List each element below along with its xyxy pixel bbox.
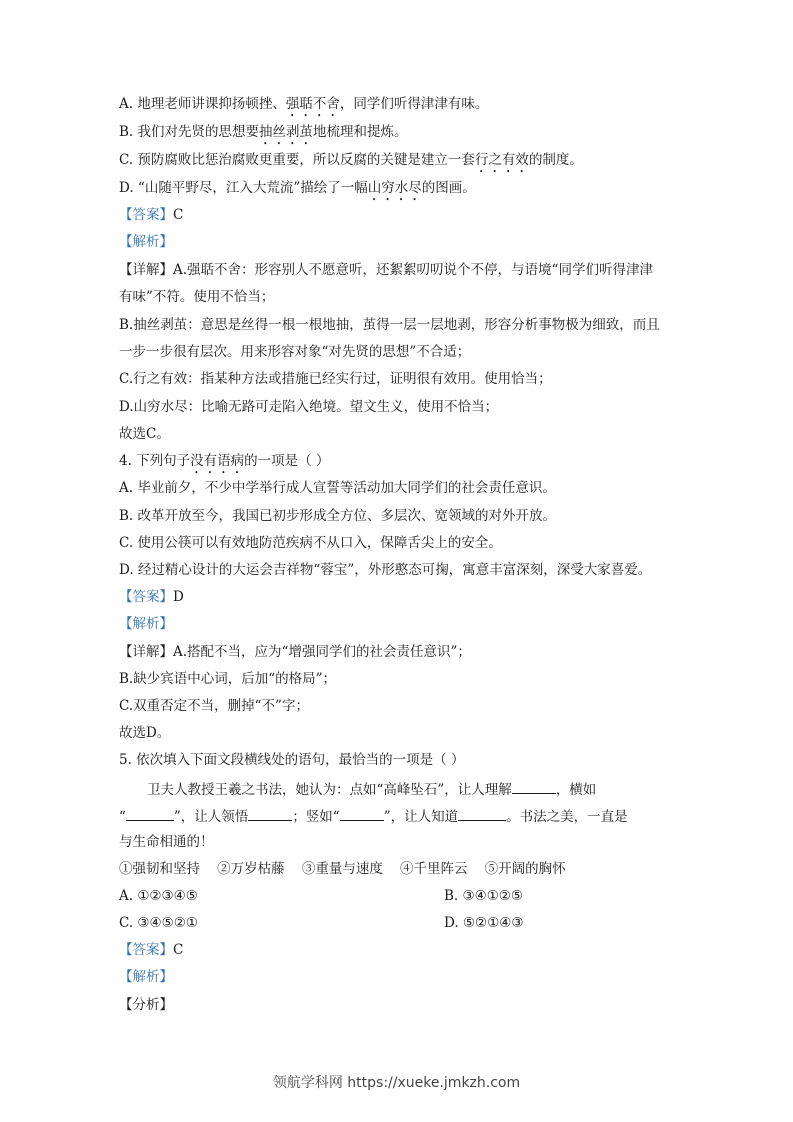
q4-option-a: A. 毕业前夕，不少中学举行成人宣誓等活动加大同学们的社会责任意识。 [119,480,556,496]
q4-detail-b: B.缺少宾语中心词，后加“的格局”； [119,671,337,687]
q3-detail-a1: 【详解】A.强聒不舍：形容别人不愿意听，还絮絮叨叨说个不停，与语境“同学们听得津津 [119,262,653,278]
q3-option-c: C. 预防腐败比惩治腐败更重要，所以反腐的关键是建立一套行之有效的制度。 [119,152,583,168]
q3-detail-b2: 一步一步很有层次。用来形容对象“对先贤的思想”不合适； [119,344,471,360]
q4-stem: 4. 下列句子没有语病的一项是（ ） [119,453,330,469]
q4-conclusion: 故选D。 [119,725,171,741]
q5-paragraph-line3: 与生命相通的！ [119,834,214,850]
q5-analysis-tag: 【解析】 [119,969,173,985]
q3-analysis-tag: 【解析】 [119,234,173,250]
q5-options-row1 [119,887,679,905]
q4-analysis-tag: 【解析】 [119,616,173,632]
q4-option-c: C. 使用公筷可以有效地防范疾病不从口入，保障舌尖上的安全。 [119,535,502,551]
q5-option-c: C. ③④⑤②① [119,915,198,931]
q5-blank-5 [458,806,506,821]
q3-conclusion: 故选C。 [119,426,170,442]
q5-blank-1 [512,779,556,794]
q5-blank-3 [248,806,292,821]
q4-option-d: D. 经过精心设计的大运会吉祥物“蓉宝”，外形憨态可掬，寓意丰富深刻，深受大家喜爱。 [119,562,652,578]
q4-answer: 【答案】D [119,589,184,605]
q5-option-b: B. ③④①②⑤ [444,888,524,904]
q3-answer: 【答案】C [119,207,184,223]
q3-detail-d: D.山穷水尽：比喻无路可走陷入绝境。望文生义，使用不恰当； [119,399,499,415]
q3-option-a: A. 地理老师讲课抑扬顿挫、强聒不舍，同学们听得津津有味。 [119,96,489,112]
q3-detail-c: C.行之有效：指某种方法或措施已经实行过，证明很有效用。使用恰当； [119,371,552,387]
q5-option-a: A. ①②③④⑤ [119,888,198,904]
q5-blank-4 [340,806,384,821]
q3-detail-b1: B.抽丝剥茧：意思是丝得一根一根地抽，茧得一层一层地剥，形容分析事物极为细致，而且 [119,317,660,333]
q5-fenxi-tag: 【分析】 [119,997,173,1013]
q5-answer: 【答案】C [119,942,184,958]
q3-option-d: D. “山随平野尽，江入大荒流”描绘了一幅山穷水尽的图画。 [119,180,476,196]
q5-options-row2 [119,914,679,932]
q5-option-d: D. ⑤②①④③ [444,915,524,931]
q5-paragraph-line1: 卫夫人教授王羲之书法，她认为：点如“高峰坠石”，让人理解 ，横如 [147,779,596,799]
q4-option-b: B. 改革开放至今，我国已初步形成全方位、多层次、宽领域的对外开放。 [119,508,557,524]
page-footer: 领航学科网 https://xueke.jmkzh.com [272,1075,521,1091]
q5-items: ①强韧和坚持 ②万岁枯藤 ③重量与速度 ④千里阵云 ⑤开阔的胸怀 [119,861,566,877]
q5-stem: 5. 依次填入下面文段横线处的语句，最恰当的一项是（ ） [119,752,465,768]
q4-detail-a: 【详解】A.搭配不当，应为“增强同学们的社会责任意识”； [119,644,471,660]
q3-detail-a2: 有味”不符。使用不恰当； [119,289,275,305]
q5-blank-2 [126,806,174,821]
q3-option-b: B. 我们对先贤的思想要抽丝剥茧地梳理和提炼。 [119,124,408,140]
q5-paragraph-line2: “ ”，让人领悟 ；竖如“ ”，让人知道 。书法之美，一直是 [119,806,628,826]
q4-detail-c: C.双重否定不当，删掉“不”字； [119,698,309,714]
